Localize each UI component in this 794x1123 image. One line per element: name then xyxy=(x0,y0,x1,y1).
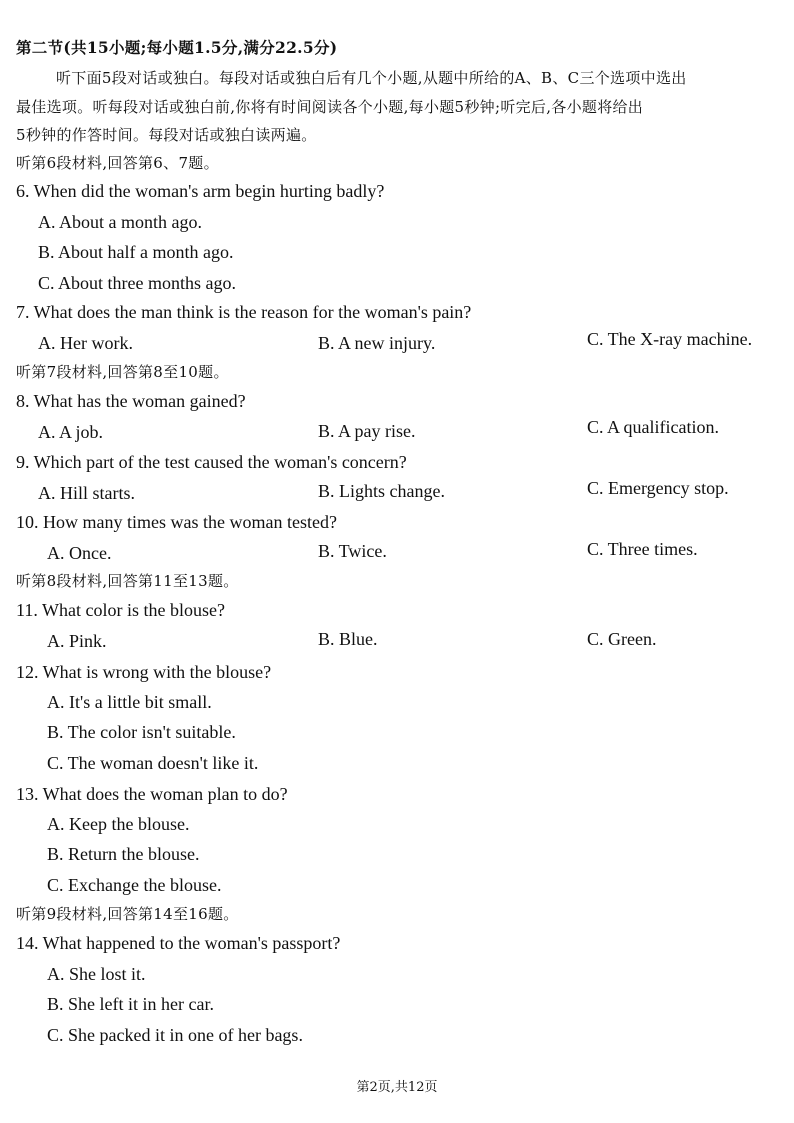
question-6-stem: 6. When did the woman's arm begin hurting badly? xyxy=(16,181,385,201)
question-10-option-b: B. Twice. xyxy=(318,541,387,561)
question-8-stem: 8. What has the woman gained? xyxy=(16,391,246,411)
question-12-option-c: C. The woman doesn't like it. xyxy=(47,753,259,773)
material-heading-8: 听第8段材料,回答第11至13题。 xyxy=(16,572,239,590)
question-14-option-b: B. She left it in her car. xyxy=(47,994,214,1014)
question-8-option-a: A. A job. xyxy=(38,422,104,442)
instruction-line-3: 5秒钟的作答时间。每段对话或独白读两遍。 xyxy=(16,126,317,144)
question-12-option-a: A. It's a little bit small. xyxy=(47,692,212,712)
question-14-option-a: A. She lost it. xyxy=(47,964,146,984)
page-number: 第2页,共12页 xyxy=(356,1080,438,1095)
question-7-option-b: B. A new injury. xyxy=(318,333,436,353)
question-6-option-a: A. About a month ago. xyxy=(38,212,202,232)
instruction-line-2: 最佳选项。听每段对话或独白前,你将有时间阅读各个小题,每小题5秒钟;听完后,各小题将给出 xyxy=(16,98,644,116)
question-9-option-c: C. Emergency stop. xyxy=(587,478,729,498)
question-14-option-c: C. She packed it in one of her bags. xyxy=(47,1025,303,1045)
question-6-option-c: C. About three months ago. xyxy=(38,273,236,293)
material-heading-7: 听第7段材料,回答第8至10题。 xyxy=(16,363,229,381)
question-8-option-c: C. A qualification. xyxy=(587,417,719,437)
material-heading-6: 听第6段材料,回答第6、7题。 xyxy=(16,154,219,172)
question-10-option-a: A. Once. xyxy=(47,543,112,563)
question-12-stem: 12. What is wrong with the blouse? xyxy=(16,662,272,682)
question-12-option-b: B. The color isn't suitable. xyxy=(47,722,236,742)
question-13-option-b: B. Return the blouse. xyxy=(47,844,200,864)
question-11-stem: 11. What color is the blouse? xyxy=(16,600,225,620)
question-9-stem: 9. Which part of the test caused the woman's concern? xyxy=(16,452,407,472)
question-7-stem: 7. What does the man think is the reason for the woman's pain? xyxy=(16,302,472,322)
section-title: 第二节(共15小题;每小题1.5分,满分22.5分) xyxy=(16,38,338,57)
question-7-option-c: C. The X-ray machine. xyxy=(587,329,753,349)
question-11-option-b: B. Blue. xyxy=(318,629,378,649)
material-heading-9: 听第9段材料,回答第14至16题。 xyxy=(16,905,239,923)
question-10-option-c: C. Three times. xyxy=(587,539,698,559)
question-13-option-a: A. Keep the blouse. xyxy=(47,814,190,834)
question-9-option-b: B. Lights change. xyxy=(318,481,445,501)
question-13-stem: 13. What does the woman plan to do? xyxy=(16,784,288,804)
instruction-line-1: 听下面5段对话或独白。每段对话或独白后有几个小题,从题中所给的A、B、C三个选项中选出 xyxy=(56,69,687,87)
question-9-option-a: A. Hill starts. xyxy=(38,483,135,503)
question-7-option-a: A. Her work. xyxy=(38,333,133,353)
question-13-option-c: C. Exchange the blouse. xyxy=(47,875,222,895)
question-8-option-b: B. A pay rise. xyxy=(318,421,416,441)
question-11-option-c: C. Green. xyxy=(587,629,657,649)
question-11-option-a: A. Pink. xyxy=(47,631,107,651)
question-6-option-b: B. About half a month ago. xyxy=(38,242,234,262)
question-14-stem: 14. What happened to the woman's passport? xyxy=(16,933,341,953)
question-10-stem: 10. How many times was the woman tested? xyxy=(16,512,337,532)
